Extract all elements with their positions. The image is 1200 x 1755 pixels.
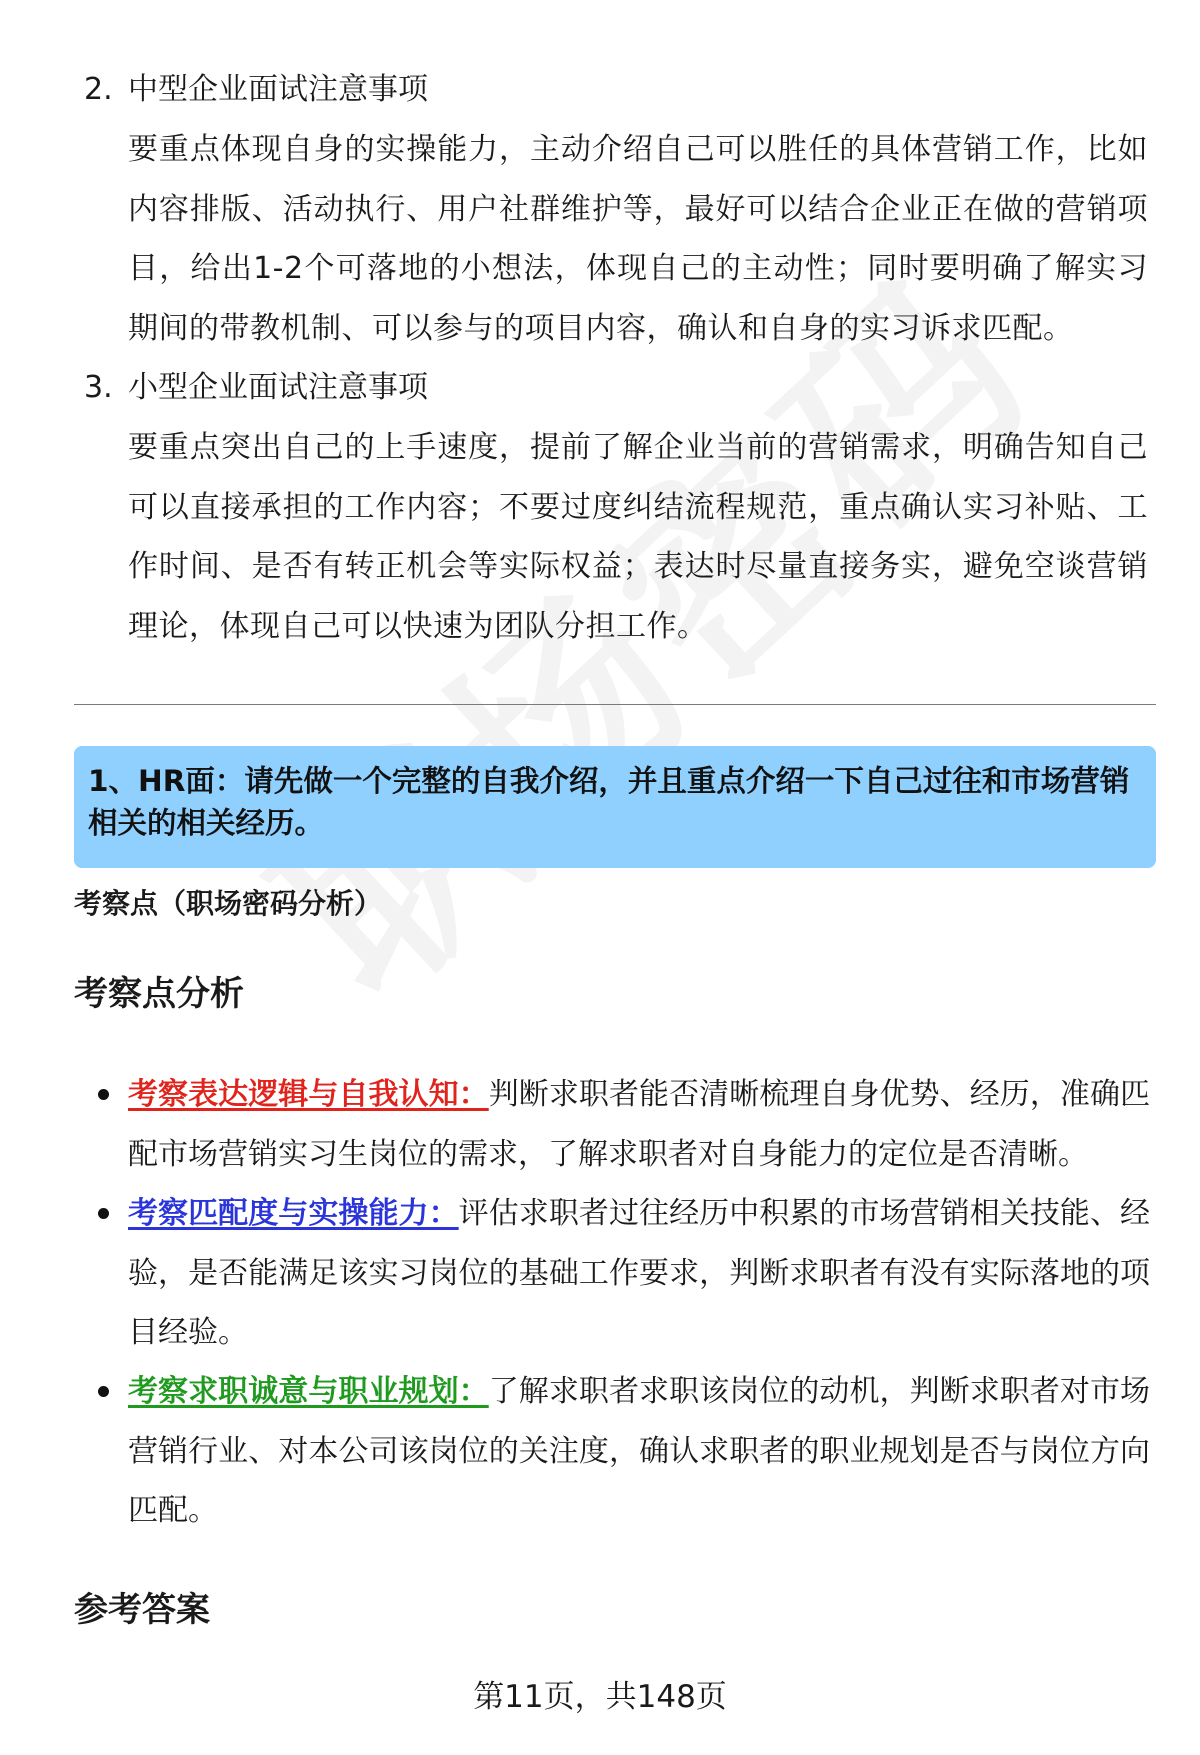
bullet-text: 判断求职者能否清晰梳理自身优势、经历，准确匹配市场营销实习生岗位的需求，了解求职者对自身能力的定位是否清晰。 — [128, 1077, 1151, 1172]
bullet-item — [128, 1065, 1150, 1184]
item-body: 要重点体现自身的实操能力，主动介绍自己可以胜任的具体营销工作，比如内容排版、活动执行、用户社群维护等，最好可以结合企业正在做的营销项目，给出1-2个可落地的小想法，体现自己的主动性；同时要明确了解实习期间的带教机制、可以参与的项目内容，确认和自身的实习诉求匹配。 — [128, 132, 1148, 346]
list-number: 3. — [84, 370, 113, 405]
bullet-keyword: 考察求职诚意与职业规划： — [128, 1374, 489, 1409]
bullet-keyword: 考察匹配度与实操能力： — [128, 1196, 459, 1231]
bullet-text: 评估求职者过往经历中积累的市场营销相关技能、经验，是否能满足该实习岗位的基础工作要求，判断求职者有没有实际落地的项目经验。 — [128, 1196, 1151, 1350]
sub-label: 考察点（职场密码分析） — [74, 887, 383, 920]
item-body: 要重点突出自己的上手速度，提前了解企业当前的营销需求，明确告知自己可以直接承担的工作内容；不要过度纠结流程规范，重点确认实习补贴、工作时间、是否有转正机会等实际权益；表达时尽量直接务实，避免空谈营销理论，体现自己可以快速为团队分担工作。 — [128, 430, 1148, 644]
page-number: 第11页，共148页 — [473, 1679, 727, 1715]
bullet-dot — [98, 1386, 109, 1397]
analysis-title: 考察点分析 — [74, 974, 244, 1014]
list-number: 2. — [84, 72, 113, 107]
item-title: 小型企业面试注意事项 — [128, 370, 428, 405]
bullet-dot — [98, 1208, 109, 1219]
question-callout — [74, 746, 1156, 868]
item-title: 中型企业面试注意事项 — [128, 72, 428, 107]
divider — [74, 704, 1156, 705]
bullet-text: 了解求职者求职该岗位的动机，判断求职者对市场营销行业、对本公司该岗位的关注度，确认求职者的职业规划是否与岗位方向匹配。 — [128, 1374, 1151, 1528]
question-text: 1、HR面：请先做一个完整的自我介绍，并且重点介绍一下自己过往和市场营销相关的相关经历。 — [88, 764, 1130, 840]
answer-title: 参考答案 — [74, 1590, 210, 1630]
bullet-item — [128, 1362, 1150, 1541]
bullet-dot — [98, 1089, 109, 1100]
bullet-keyword: 考察表达逻辑与自我认知： — [128, 1077, 489, 1112]
bullet-item — [128, 1184, 1150, 1363]
